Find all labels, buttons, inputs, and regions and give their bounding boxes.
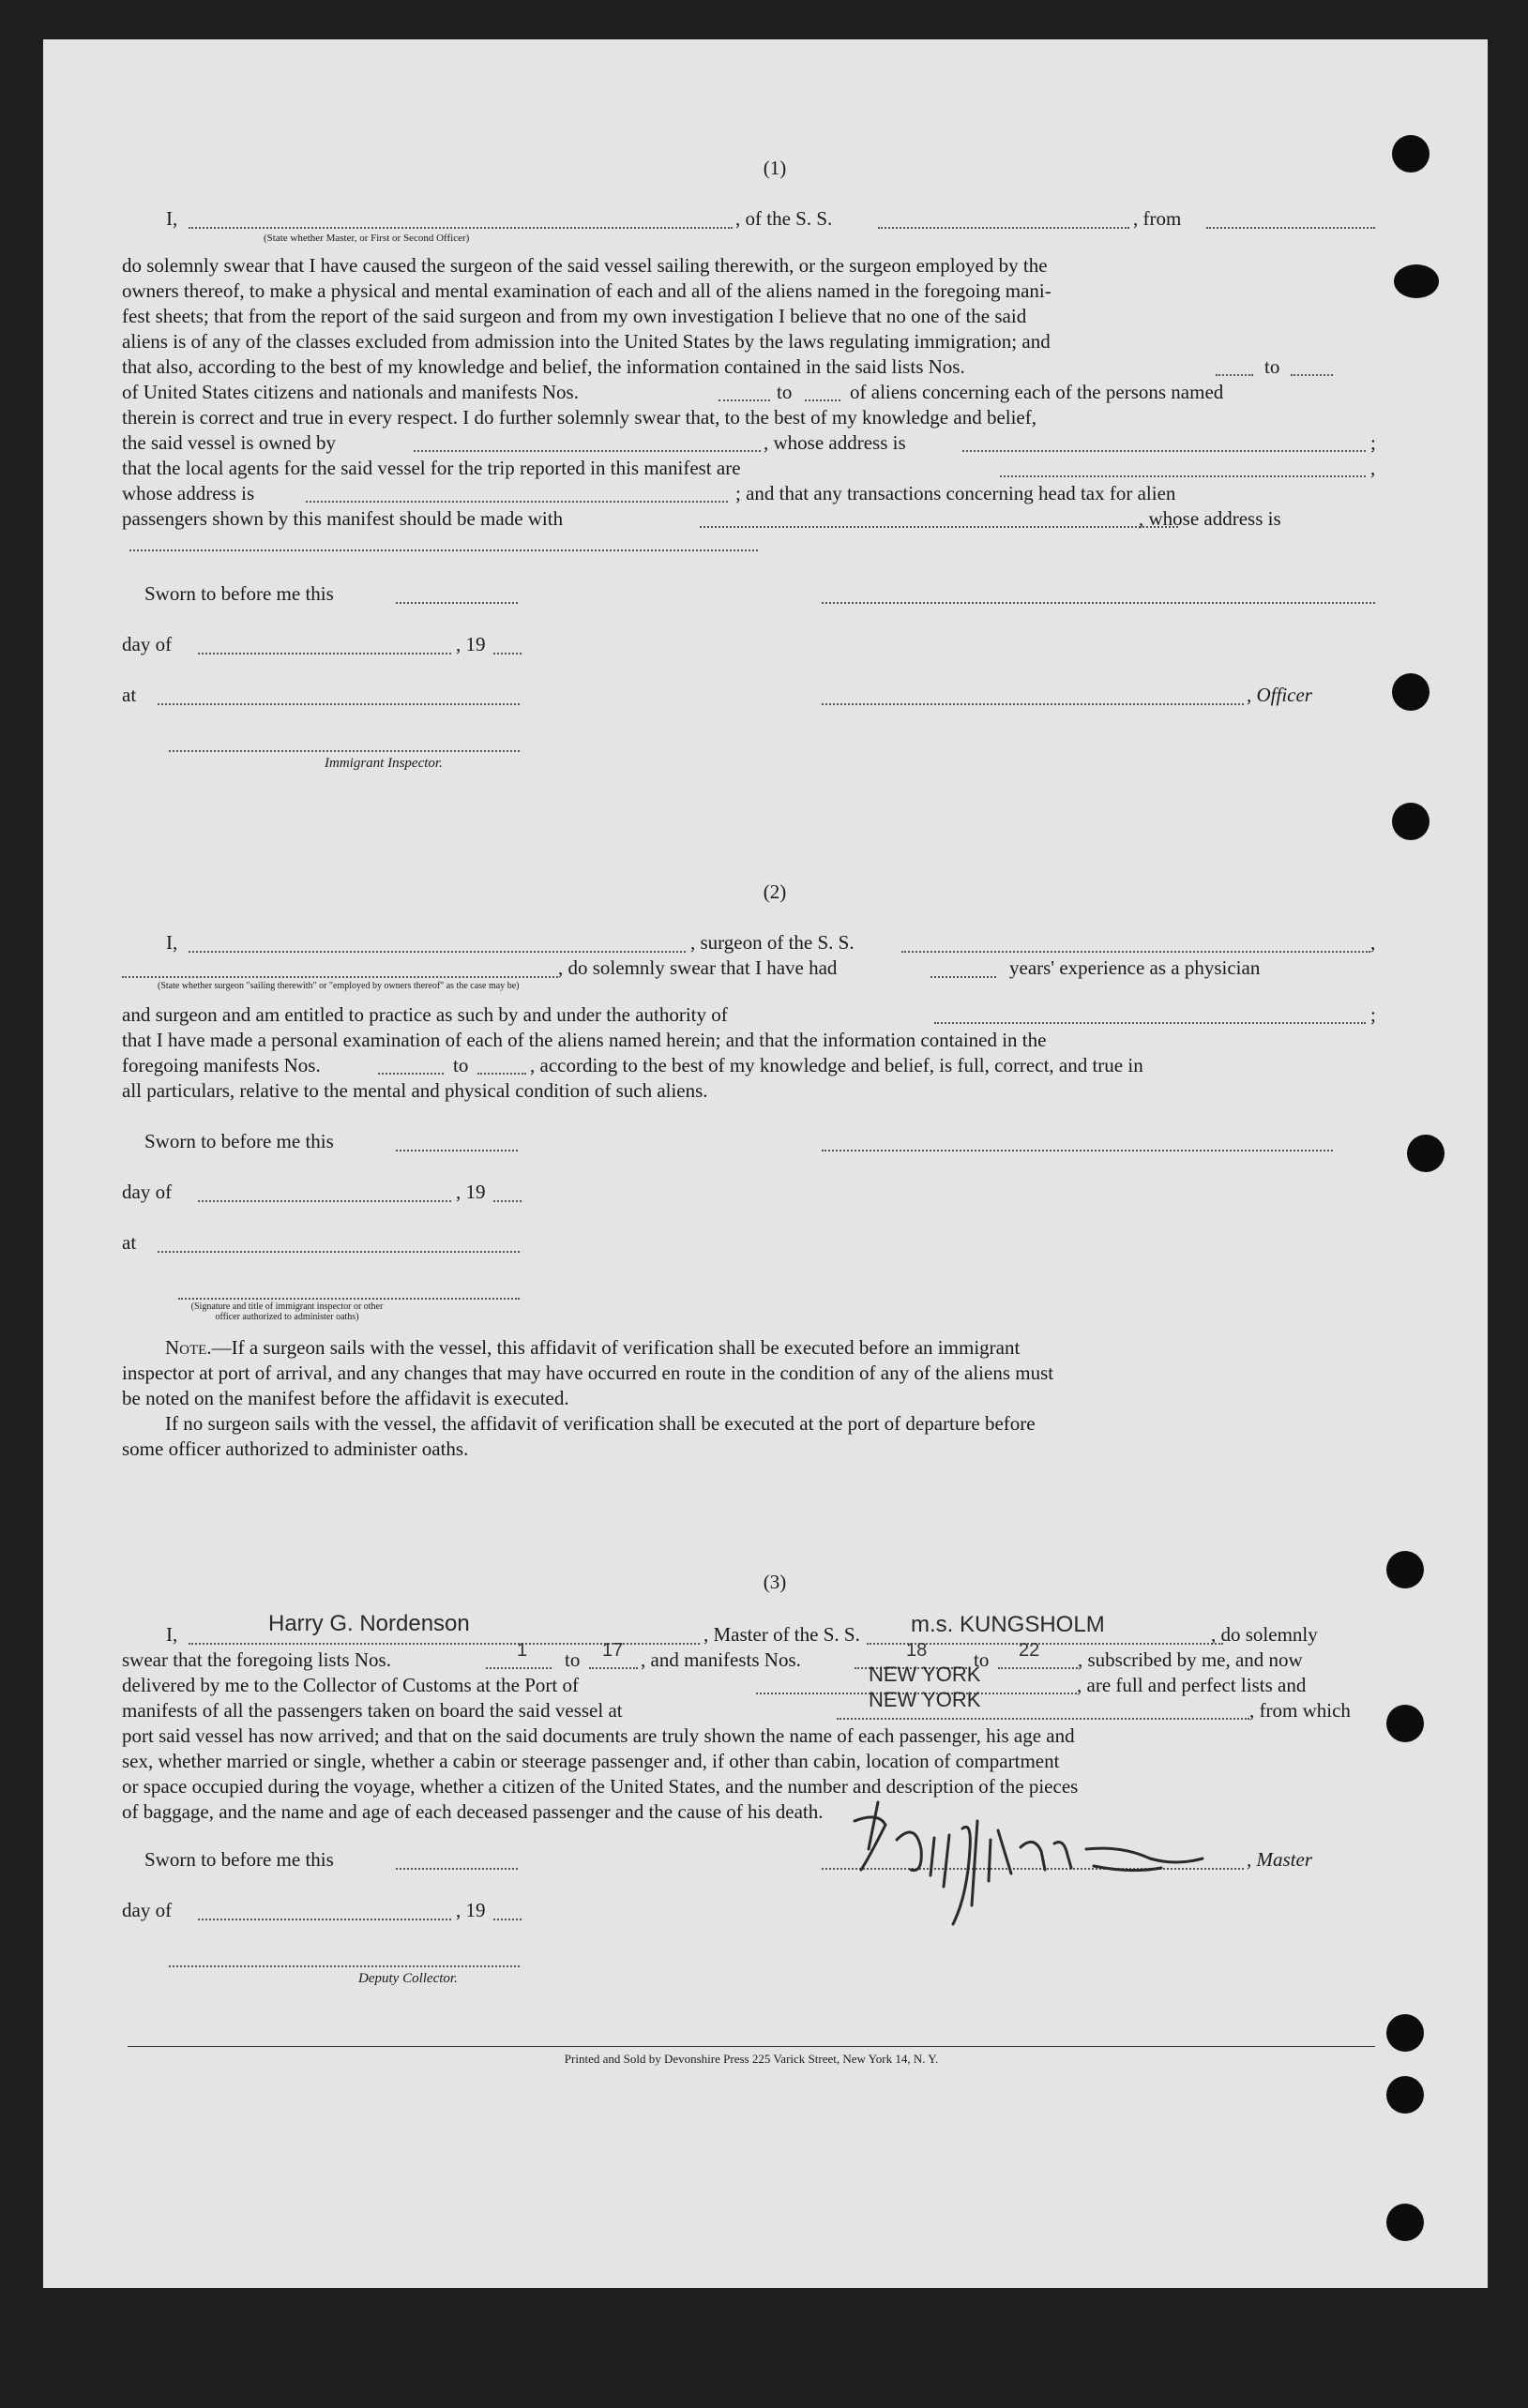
s1-comma: , <box>1370 457 1376 479</box>
s3-master: , Master <box>1247 1848 1312 1871</box>
s1-of-aliens: of aliens concerning each of the persons named <box>850 381 1224 403</box>
printer-imprint: Printed and Sold by Devonshire Press 225 Varick Street, New York 14, N. Y. <box>564 2052 939 2066</box>
s2-years: years' experience as a physician <box>1009 956 1261 979</box>
s3-lists-from-line <box>486 1667 552 1669</box>
s3-port: NEW YORK <box>869 1663 981 1686</box>
s3-vessel: m.s. KUNGSHOLM <box>911 1612 1105 1637</box>
s1-manifests-from-line <box>719 399 770 401</box>
s3-departure-line <box>837 1718 1249 1720</box>
s3-lists-to: 17 <box>602 1640 624 1661</box>
s2-line-6: all particulars, relative to the mental and physical condition of such aliens. <box>122 1079 708 1102</box>
s2-line-3: and surgeon and am entitled to practice as such by and under the authority of <box>122 1003 728 1026</box>
s1-owner-line <box>414 450 761 452</box>
s1-vessel-line <box>878 227 1129 229</box>
s2-status-line <box>122 976 558 978</box>
s1-at-line <box>158 703 520 705</box>
s2-year: , 19 <box>456 1181 486 1203</box>
s1-officer-signature-line <box>822 602 1375 604</box>
s2-surgeon-of: , surgeon of the S. S. <box>690 931 855 954</box>
s2-signature-line <box>178 1298 520 1300</box>
s1-body-8: that the local agents for the said vessel for the trip reported in this manifest are <box>122 457 741 479</box>
s2-line-5b: to <box>453 1054 469 1076</box>
s2-line-5c: , according to the best of my knowledge and belief, is full, correct, and true in <box>530 1054 1143 1076</box>
s1-officer-line <box>189 227 733 229</box>
s1-at: at <box>122 684 137 706</box>
s2-line-4: that I have made a personal examination of each of the aliens named herein; and that the information contained in the <box>122 1029 1047 1051</box>
s1-inspector-line <box>169 750 520 752</box>
s1-officer-line-2 <box>822 703 1244 705</box>
s1-body-2: fest sheets; that from the report of the said surgeon and from my own investigation I believe that no one of the said <box>122 305 1027 327</box>
footer-rule <box>128 2046 1375 2047</box>
s3-delivered: delivered by me to the Collector of Customs at the Port of <box>122 1674 579 1696</box>
s1-to-1: to <box>1264 355 1280 378</box>
s3-day-of: day of <box>122 1899 173 1921</box>
s3-month-line <box>198 1919 451 1920</box>
s3-and-manifests: , and manifests Nos. <box>641 1648 801 1671</box>
s1-sworn-day-line <box>396 602 518 604</box>
binder-hole <box>1386 2014 1424 2052</box>
s1-agents-address-line <box>306 501 728 503</box>
s3-lists-to-line <box>589 1667 638 1669</box>
s2-authority-line <box>934 1022 1366 1024</box>
section-2-number: (2) <box>763 880 787 903</box>
s1-agents-line <box>1000 475 1366 477</box>
s1-body-10: passengers shown by this manifest should be made with <box>122 507 564 530</box>
binder-hole <box>1407 1135 1445 1172</box>
s3-body-2: or space occupied during the voyage, whether a citizen of the United States, and the number and description of the pieces <box>122 1775 1079 1798</box>
s1-body-9: whose address is <box>122 482 255 504</box>
s2-note-3: be noted on the manifest before the affidavit is executed. <box>122 1387 569 1409</box>
s1-head-tax: ; and that any transactions concerning head tax for alien <box>735 482 1176 504</box>
s2-line-5a: foregoing manifests Nos. <box>122 1054 321 1076</box>
s1-whose-address-2: , whose address is <box>1139 507 1281 530</box>
s2-manifests-from-line <box>378 1073 444 1075</box>
s3-year: , 19 <box>456 1899 486 1921</box>
binder-hole <box>1394 264 1439 298</box>
s3-full-perfect: , are full and perfect lists and <box>1077 1674 1307 1696</box>
s3-sworn: Sworn to before me this <box>144 1848 334 1871</box>
binder-hole <box>1386 1551 1424 1588</box>
s1-of-ss: , of the S. S. <box>735 207 833 230</box>
s3-manifests-from: 18 <box>906 1640 928 1661</box>
s1-head-tax-line <box>700 526 1178 528</box>
s1-year: , 19 <box>456 633 486 655</box>
s1-lists-to-line <box>1291 374 1333 376</box>
s3-manifests-all: manifests of all the passengers taken on board the said vessel at <box>122 1699 623 1722</box>
s3-sworn-day-line <box>396 1868 518 1870</box>
s1-officer-hint: (State whether Master, or First or Second Officer) <box>264 233 470 244</box>
s3-manifests-to-line <box>998 1667 1078 1669</box>
s1-year-line <box>493 653 522 655</box>
s3-collector-line <box>169 1965 520 1967</box>
s1-head-tax-address-line <box>129 549 758 551</box>
s3-master-name-line <box>189 1643 700 1645</box>
s3-collector: Deputy Collector. <box>358 1971 458 1986</box>
s2-at: at <box>122 1231 137 1254</box>
s1-inspector: Immigrant Inspector. <box>325 756 443 771</box>
s2-signature-hint: (Signature and title of immigrant inspector or other officer authorized to administer oaths) <box>190 1302 384 1322</box>
s2-month-line <box>198 1200 451 1202</box>
s2-note-1-text: —If a surgeon sails with the vessel, this affidavit of verification shall be executed before an immigrant <box>211 1336 1021 1359</box>
s1-owner-address-line <box>962 450 1366 452</box>
s2-semicolon: ; <box>1370 1003 1376 1026</box>
s3-to-2: to <box>974 1648 990 1671</box>
s1-semicolon: ; <box>1370 431 1376 454</box>
s1-body-6: therein is correct and true in every respect. I do further solemnly swear that, to the best of my knowledge and belief, <box>122 406 1036 429</box>
s3-subscribed: , subscribed by me, and now <box>1078 1648 1303 1671</box>
s1-body-5: of United States citizens and nationals and manifests Nos. <box>122 381 579 403</box>
s3-body-3: of baggage, and the name and age of each deceased passenger and the cause of his death. <box>122 1800 824 1823</box>
s2-hint: (State whether surgeon "sailing therewith" or "employed by owners thereof" as the case may be) <box>158 981 520 991</box>
s1-body-3: aliens is of any of the classes excluded from admission into the United States by the laws regulating immigration; and <box>122 330 1051 353</box>
s1-whose-address-1: , whose address is <box>764 431 906 454</box>
s2-sworn-day-line <box>396 1150 518 1151</box>
s1-to-2: to <box>777 381 793 403</box>
s2-note-4: If no surgeon sails with the vessel, the affidavit of verification shall be executed at the port of departure before <box>165 1412 1036 1435</box>
s1-sworn: Sworn to before me this <box>144 582 334 605</box>
s2-day-of: day of <box>122 1181 173 1203</box>
section-3-number: (3) <box>763 1571 787 1593</box>
s3-do-solemnly: , do solemnly <box>1211 1623 1318 1646</box>
s2-years-line <box>930 976 996 978</box>
s3-to-1: to <box>565 1648 581 1671</box>
s3-manifests-to: 22 <box>1019 1640 1040 1661</box>
section-1-number: (1) <box>763 157 787 179</box>
s2-surgeon-name-line <box>189 951 686 953</box>
binder-hole <box>1386 2076 1424 2114</box>
s1-body-0: do solemnly swear that I have caused the surgeon of the said vessel sailing therewith, or the surgeon employed by the <box>122 254 1048 277</box>
master-signature <box>812 1783 1263 1934</box>
s3-master-of: , Master of the S. S. <box>703 1623 860 1646</box>
s3-master-name: Harry G. Nordenson <box>268 1611 470 1636</box>
s3-from-which: , from which <box>1249 1699 1351 1722</box>
s2-note-2: inspector at port of arrival, and any changes that may have occurred en route in the condition of any of the aliens must <box>122 1362 1054 1384</box>
s2-note-1 <box>165 1335 1020 1361</box>
s1-month-line <box>198 653 451 655</box>
s1-lists-from-line <box>1216 374 1253 376</box>
s1-day-of: day of <box>122 633 173 655</box>
s1-officer: , Officer <box>1247 684 1312 706</box>
s3-port-2: NEW YORK <box>869 1688 981 1711</box>
binder-hole <box>1392 135 1430 173</box>
binder-hole <box>1386 2204 1424 2241</box>
s1-body-7: the said vessel is owned by <box>122 431 337 454</box>
s3-body-0: port said vessel has now arrived; and that on the said documents are truly shown the name of each passenger, his age and <box>122 1724 1075 1747</box>
binder-hole <box>1386 1705 1424 1742</box>
s3-intro-i: I, <box>166 1623 178 1646</box>
s2-intro-i: I, <box>166 931 178 954</box>
s3-swear-lists: swear that the foregoing lists Nos. <box>122 1648 391 1671</box>
s2-year-line <box>493 1200 522 1202</box>
s3-body-1: sex, whether married or single, whether a cabin or steerage passenger and, if other than cabin, location of compartment <box>122 1750 1060 1772</box>
s2-vessel-line <box>901 951 1370 953</box>
s2-note-5: some officer authorized to administer oaths. <box>122 1437 469 1460</box>
s2-note-label: Note. <box>165 1336 212 1359</box>
s2-sworn: Sworn to before me this <box>144 1130 334 1152</box>
s1-intro-i: I, <box>166 207 178 230</box>
s2-manifests-to-line <box>477 1073 526 1075</box>
s3-year-line <box>493 1919 522 1920</box>
s2-at-line <box>158 1251 520 1253</box>
s1-body-1: owners thereof, to make a physical and mental examination of each and all of the aliens named in the foregoing mani- <box>122 279 1051 302</box>
s1-from: , from <box>1133 207 1182 230</box>
binder-hole <box>1392 673 1430 711</box>
s1-body-4: that also, according to the best of my knowledge and belief, the information contained in the said lists Nos. <box>122 355 965 378</box>
s2-surgeon-signature-line <box>822 1150 1333 1151</box>
binder-hole <box>1392 803 1430 840</box>
s1-manifests-to-line <box>805 399 840 401</box>
s3-lists-from: 1 <box>517 1640 528 1661</box>
manifest-page <box>43 39 1488 2288</box>
s2-comma: , <box>1370 931 1376 954</box>
s2-swear: , do solemnly swear that I have had <box>558 956 838 979</box>
s1-from-line <box>1206 227 1375 229</box>
